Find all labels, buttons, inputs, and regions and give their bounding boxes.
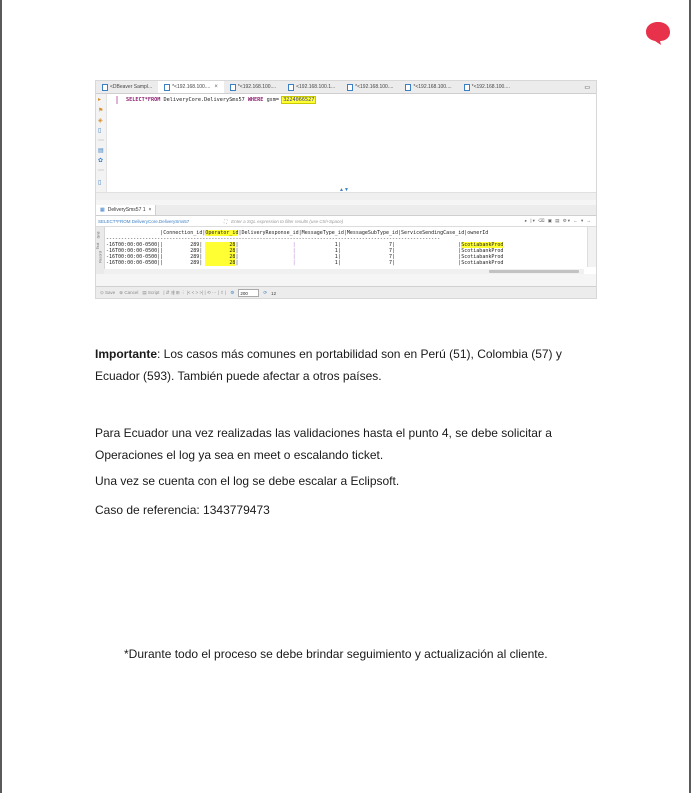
panel-splitter-icon[interactable]: ▲▼ (339, 187, 349, 193)
editor-tab[interactable]: *<192.168.100.... (399, 81, 457, 93)
panel-icon[interactable]: ▯ (98, 180, 102, 186)
more-icon[interactable]: ⋯ (98, 138, 104, 144)
grid-rows (106, 242, 503, 266)
sql-file-icon (464, 84, 470, 91)
editor-tab[interactable]: *<192.168.100.... (341, 81, 399, 93)
editor-tab[interactable]: <192.168.100.1... (282, 81, 341, 93)
explain-icon[interactable]: ◈ (98, 118, 103, 124)
filter-input[interactable]: Enter a SQL expression to filter results (use Ctrl+Space) (231, 218, 344, 224)
operator-id-cell: 28 (205, 260, 236, 266)
sql-file-icon (230, 84, 236, 91)
editor-gutter (96, 94, 107, 199)
script-button[interactable]: ▤ Script (142, 290, 160, 295)
table-row[interactable]: -16T00:00:00-0500|| 289| 28| | 1| 7| |ScotiabankProd (106, 260, 504, 266)
row-count: 12 (271, 290, 277, 296)
sql-file-icon (102, 84, 108, 91)
results-tab-bar (96, 205, 596, 216)
grid-text (106, 230, 503, 266)
view-mode-bar[interactable] (96, 227, 105, 274)
important-label: Importante (95, 347, 158, 361)
operator-id-cell: 28 (205, 254, 236, 260)
filter-icon: ⛶ (224, 218, 228, 224)
chat-bubble-logo-icon (645, 20, 671, 46)
sql-query-line: SELECT*FROM DeliveryCore.DeliverySms57 WHERE gsm= 3224066527 (126, 97, 315, 103)
editor-horizontal-scrollbar[interactable] (96, 192, 596, 200)
sql-editor-screenshot (95, 80, 597, 299)
save-button[interactable]: ⊙ Save (100, 290, 116, 295)
close-icon[interactable]: × (214, 84, 218, 90)
important-text: : Los casos más comunes en portabilidad son en Perú (51), Colombia (57) y Ecuador (593). También puede afectar a otros países. (95, 347, 562, 383)
results-grid[interactable] (96, 227, 596, 274)
new-script-icon[interactable]: ▯ (98, 128, 102, 134)
results-tab[interactable]: ▦ DeliverySms57 1 × (96, 205, 156, 215)
operator-id-header: Operator_id (205, 230, 239, 236)
sql-file-icon (405, 84, 411, 91)
owner-id-cell: ScotiabankProd (461, 242, 504, 248)
grid-horizontal-scrollbar[interactable] (104, 269, 584, 274)
sql-file-icon (288, 84, 294, 91)
sql-file-icon (347, 84, 353, 91)
current-query-marker (116, 96, 118, 104)
editor-tab-active[interactable]: *<192.168.100.... × (158, 81, 224, 93)
editor-tab[interactable]: <DBeaver Sampl... (96, 81, 158, 93)
run-icon[interactable]: ▸ (98, 97, 102, 103)
fetch-size-input[interactable]: 200 (238, 289, 259, 297)
record-mode-label[interactable]: Record (98, 251, 103, 263)
important-paragraph (95, 343, 595, 387)
settings-icon[interactable]: ✿ (98, 158, 104, 164)
table-icon: ▦ (100, 207, 105, 213)
text-mode-label[interactable]: Text (96, 242, 101, 250)
editor-tab[interactable]: *<192.168.100.... (224, 81, 282, 93)
operator-id-cell: 28 (205, 248, 236, 254)
grid-vertical-scrollbar[interactable] (587, 227, 596, 267)
table-row[interactable]: -16T00:00:00-0500|| 289| 28| | 1| 7| |ScotiabankProd (106, 248, 504, 254)
grid-header: |Connection_id|Operator_id|DeliveryResponse_id|MessageType_id|MessageSubType_id|ServiceSendingCase_id|ownerId (106, 230, 489, 236)
sql-file-icon (164, 84, 170, 91)
owner-id-cell: ScotiabankProd (461, 254, 504, 260)
history-icon[interactable]: ▤ (98, 148, 104, 154)
scroll-thumb[interactable] (489, 270, 579, 273)
grid-separator: --------------------------------------------------------------------------------------------------------------- (106, 236, 441, 242)
sql-editor[interactable] (96, 94, 596, 199)
highlighted-gsm-value: 3224066527 (283, 97, 315, 103)
reference-paragraph: Caso de referencia: 1343779473 (95, 503, 270, 517)
page-border-left (0, 0, 2, 793)
ecuador-paragraph: Para Ecuador una vez realizadas las validaciones hasta el punto 4, se debe solicitar a Operaciones el log ya sea en meet o escalando ticket. (95, 426, 552, 462)
fetch-settings-icon[interactable]: ⚙ (230, 290, 235, 295)
log-paragraph: Una vez se cuenta con el log se debe escalar a Eclipsoft. (95, 474, 400, 488)
operator-id-cell: 28 (205, 242, 236, 248)
edit-toolbar[interactable]: | ⇵ ⇶ ⊞ ⋮ |< < > >| | ⟲ ⋯ | ⇧ | (163, 290, 227, 295)
filter-query-label: SELECT*FROM DeliveryCore.DeliverySms57 (98, 218, 190, 224)
owner-id-cell: ScotiabankProd (461, 260, 504, 266)
editor-tab-bar (96, 81, 596, 94)
refresh-icon[interactable]: ⟳ (263, 290, 268, 295)
more-icon[interactable]: ⋯ (98, 168, 104, 174)
grid-mode-label[interactable]: Grid (96, 231, 101, 239)
cancel-button[interactable]: ⊗ Cancel (119, 290, 139, 295)
close-icon[interactable]: × (148, 207, 152, 213)
filter-bar (96, 216, 596, 227)
owner-id-cell: ScotiabankProd (461, 248, 504, 254)
table-row[interactable]: -16T00:00:00-0500|| 289| 28| | 1| 7| |ScotiabankProd (106, 254, 504, 260)
results-status-bar (96, 286, 597, 299)
filter-toolbar[interactable]: ▸ |▾ ⌫ ▣ ▤ ⚙▾ ← ▾ → (524, 218, 592, 223)
editor-tab[interactable]: *<192.168.100.... (458, 81, 516, 93)
minimize-icon[interactable]: ▭ (584, 84, 590, 91)
footer-note: *Durante todo el proceso se debe brindar seguimiento y actualización al cliente. (124, 647, 548, 661)
run-script-icon[interactable]: ⚑ (98, 108, 104, 114)
table-row[interactable]: -16T00:00:00-0500|| 289| 28| | 1| 7| |ScotiabankProd (106, 242, 504, 248)
